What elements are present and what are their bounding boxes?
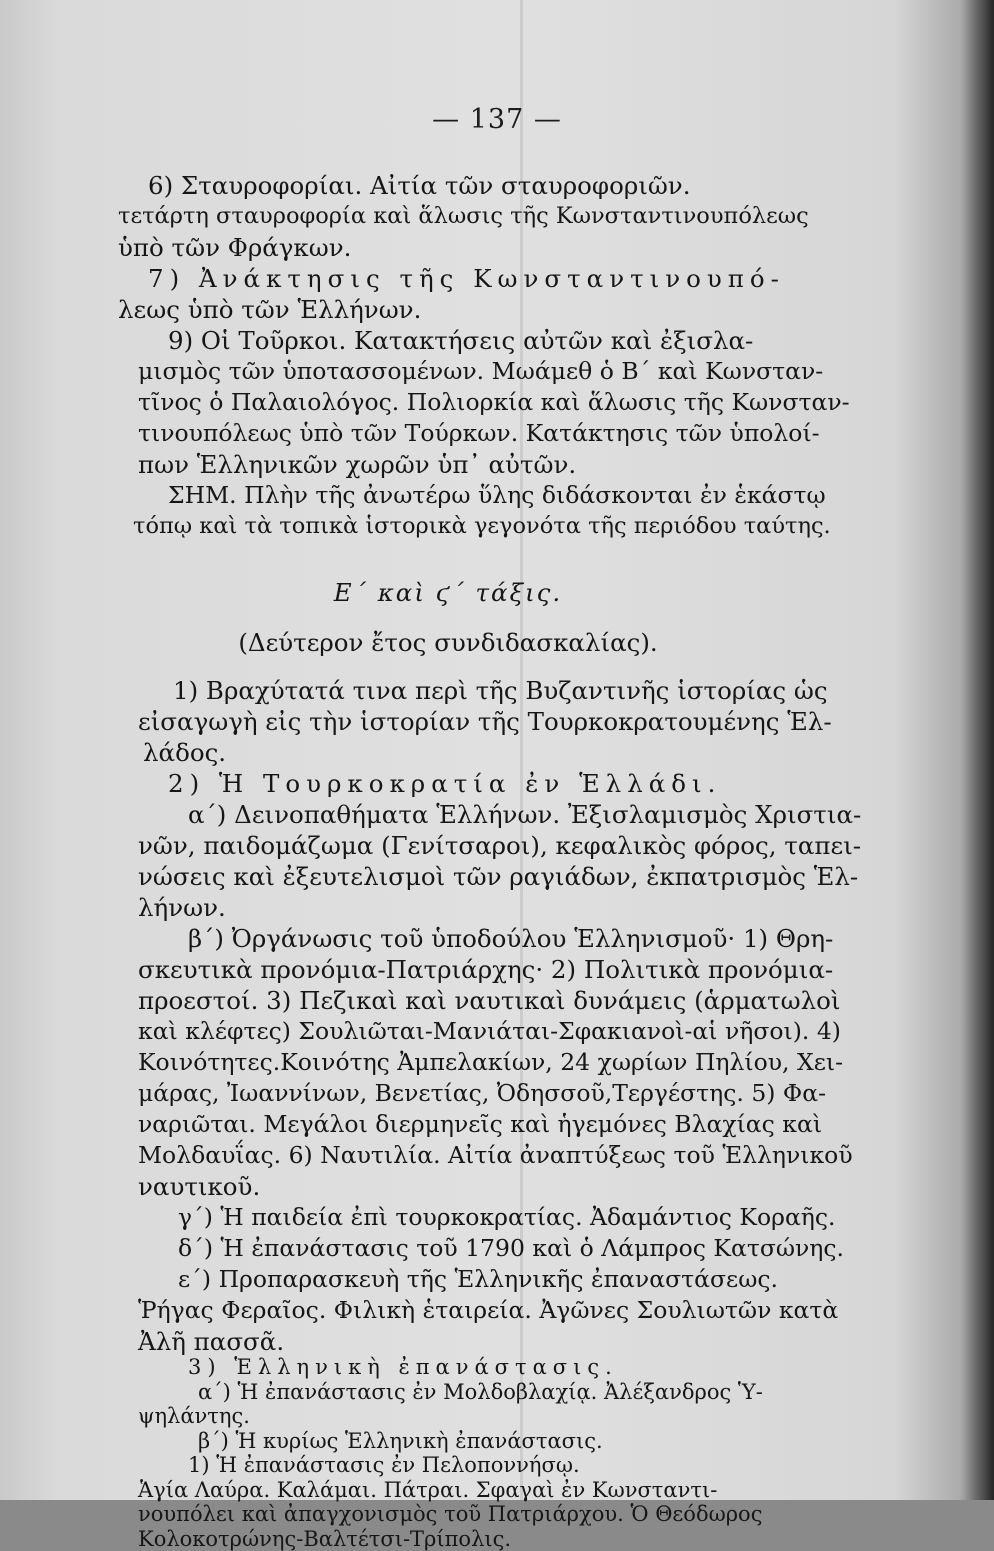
text-line: ὑπὸ τῶν Φράγκων. xyxy=(118,233,352,262)
text-line: πων Ἑλληνικῶν χωρῶν ὑπ᾽ αὐτῶν. xyxy=(138,450,577,479)
text-line: β΄) Ἡ κυρίως Ἑλληνικὴ ἐπανάστασις. xyxy=(198,1428,603,1453)
text-line: β΄) Ὀργάνωσις τοῦ ὑποδούλου Ἑλληνισμοῦ· 1) Θρη- xyxy=(188,924,834,953)
text-line: σκευτικὰ προνόμια-Πατριάρχης· 2) Πολιτικὰ προνόμια- xyxy=(138,955,834,984)
text-line: μάρας, Ἰωαννίνων, Βενετίας, Ὀδησσοῦ,Τεργέστης. 5) Φα- xyxy=(138,1079,827,1107)
text-line: α΄) Ἡ ἐπανάστασις ἐν Μολδοβλαχίᾳ. Ἀλέξανδρος Ὑ- xyxy=(198,1379,763,1404)
text-line: Ἁγία Λαύρα. Καλάμαι. Πάτραι. Σφαγαὶ ἐν Κωνσταντι- xyxy=(138,1477,718,1502)
text-line: 1) Βραχύτατά τινα περὶ τῆς Βυζαντινῆς ἱστορίας ὡς xyxy=(173,676,828,705)
text-line: καὶ κλέφτες) Σουλιῶται-Μανιάται-Σφακιανοὶ-αἱ νῆσοι). 4) xyxy=(138,1017,841,1045)
text-line: α΄) Δεινοπαθήματα Ἑλλήνων. Ἐξισλαμισμὸς Χριστια- xyxy=(188,800,862,829)
text-line: νουπόλει καὶ ἀπαγχονισμὸς τοῦ Πατριάρχου. Ὁ Θεόδωρος xyxy=(138,1502,763,1526)
section-heading-line: 3) Ἑλληνικὴ ἐπανάστασις. xyxy=(188,1355,618,1379)
class-heading: Ε΄ καὶ ϛ΄ τάξις. xyxy=(333,578,563,607)
text-line: λεως ὑπὸ τῶν Ἑλλήνων. xyxy=(118,295,422,324)
page-number: — 137 — xyxy=(432,104,562,135)
text-line: νώσεις καὶ ἐξευτελισμοὶ τῶν ραγιάδων, ἐκπατρισμὸς Ἑλ- xyxy=(138,862,859,891)
text-line: τετάρτη σταυροφορία καὶ ἅλωσις τῆς Κωνσταντινουπόλεως xyxy=(118,203,809,229)
text-line: ναριῶται. Μεγάλοι διερμηνεῖς καὶ ἡγεμόνες Βλαχίας καὶ xyxy=(138,1110,823,1138)
text-line: εἰσαγωγὴ εἰς τὴν ἱστορίαν τῆς Τουρκοκρατουμένης Ἑλ- xyxy=(138,707,832,736)
text-line: τῖνος ὁ Παλαιολόγος. Πολιορκία καὶ ἅλωσις τῆς Κωνσταν- xyxy=(138,388,850,416)
text-line: λήνων. xyxy=(138,893,226,922)
text-line: ψηλάντης. xyxy=(138,1404,250,1428)
section-heading-line: 2) Ἡ Τουρκοκρατία ἐν Ἑλλάδι. xyxy=(168,769,722,798)
text-line: Ῥήγας Φεραῖος. Φιλικὴ ἑταιρεία. Ἀγῶνες Σουλιωτῶν κατὰ xyxy=(138,1296,839,1324)
text-line: προεστοί. 3) Πεζικαὶ καὶ ναυτικαὶ δυνάμεις (ἁρματωλοὶ xyxy=(138,986,841,1015)
text-line: Κοινότητες.Κοινότης Ἀμπελακίων, 24 χωρίων Πηλίου, Χει- xyxy=(138,1048,844,1076)
text-line: Μολδαυΐας. 6) Ναυτιλία. Αἰτία ἀναπτύξεως τοῦ Ἑλληνικοῦ xyxy=(138,1141,853,1169)
text-line: 6) Σταυροφορίαι. Αἰτία τῶν σταυροφοριῶν. xyxy=(148,171,691,200)
section-heading-line: 7) Ἀνάκτησις τῆς Κωνσταντινουπό- xyxy=(148,264,785,293)
text-line: 1) Ἡ ἐπανάστασις ἐν Πελοποννήσῳ. xyxy=(188,1453,580,1477)
text-line: 9) Οἱ Τοῦρκοι. Κατακτήσεις αὐτῶν καὶ ἐξισλα- xyxy=(168,326,754,355)
text-line: ε΄) Προπαρασκευὴ τῆς Ἑλληνικῆς ἐπαναστάσεως. xyxy=(178,1265,779,1293)
text-line: νῶν, παιδομάζωμα (Γενίτσαροι), κεφαλικὸς φόρος, ταπει- xyxy=(138,831,862,860)
subheading: (Δεύτερον ἔτος συνδιδασκαλίας). xyxy=(238,628,658,657)
text-line: Ἀλῆ πασσᾶ. xyxy=(138,1327,285,1356)
text-line: γ΄) Ἡ παιδεία ἐπὶ τουρκοκρατίας. Ἀδαμάντιος Κοραῆς. xyxy=(178,1203,836,1231)
text-line: ναυτικοῦ. xyxy=(138,1172,261,1201)
text-line: ΣΗΜ. Πλὴν τῆς ἀνωτέρω ὕλης διδάσκονται ἐν ἑκάστῳ xyxy=(168,481,826,509)
text-line: Κολοκοτρώνης-Βαλτέτσι-Τρίπολις. xyxy=(138,1526,512,1551)
text-line: μισμὸς τῶν ὑποτασσομένων. Μωάμεθ ὁ Β΄ καὶ Κωνσταν- xyxy=(138,357,824,385)
page-edge-shadow xyxy=(960,0,994,1500)
text-line: λάδος. xyxy=(143,738,227,767)
text-line: τινουπόλεως ὑπὸ τῶν Τούρκων. Κατάκτησις τῶν ὑπολοί- xyxy=(138,419,820,447)
text-line: δ΄) Ἡ ἐπανάστασις τοῦ 1790 καὶ ὁ Λάμπρος Κατσώνης. xyxy=(178,1234,845,1262)
text-line: τόπῳ καὶ τὰ τοπικὰ ἱστορικὰ γεγονότα τῆς περιόδου ταύτης. xyxy=(133,513,831,539)
